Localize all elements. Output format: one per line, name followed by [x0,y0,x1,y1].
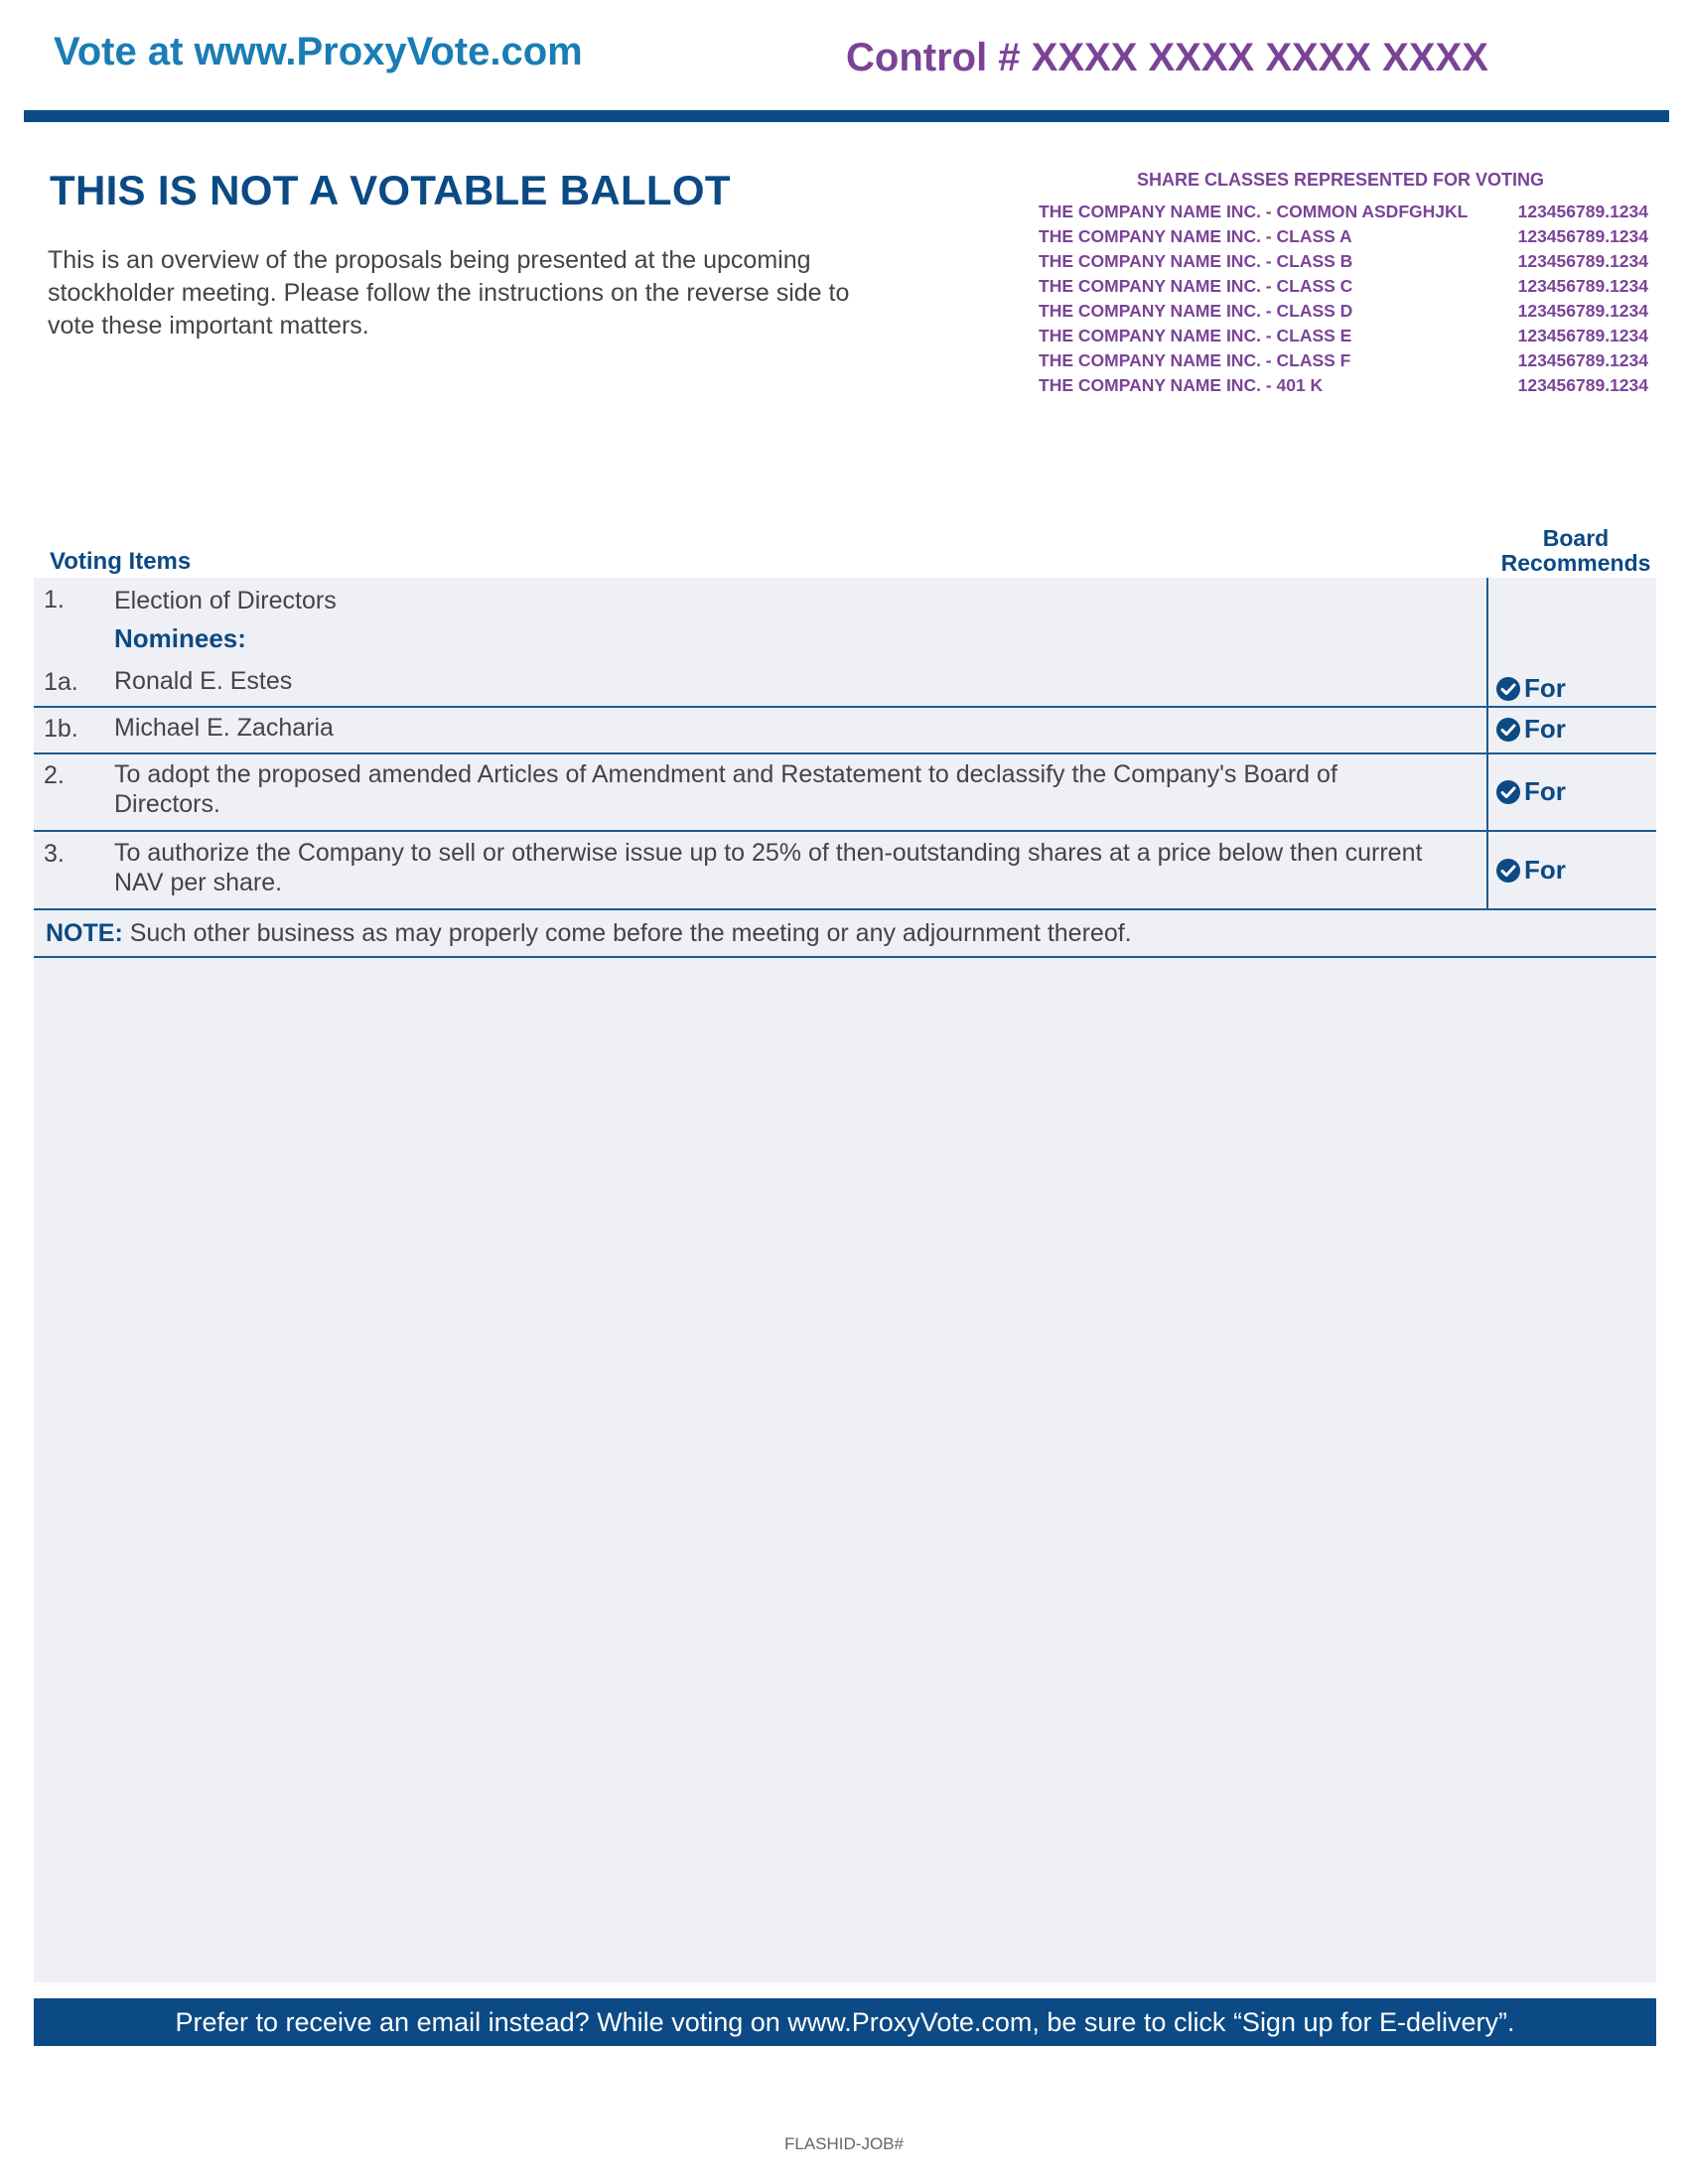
recommendation-label: For [1524,776,1566,806]
note [46,919,1132,948]
share-value: 123456789.1234 [1517,350,1648,370]
note-label: NOTE: [46,919,123,947]
control-number: Control # XXXX XXXX XXXX XXXX [846,36,1488,79]
check-circle-icon [1495,858,1521,884]
share-row [1039,350,1648,375]
recommendation-divider [1486,578,1488,909]
share-value: 123456789.1234 [1517,202,1648,221]
item-text: To adopt the proposed amended Articles of Amendment and Restatement to declassify the Company's Board of Directors. [114,760,1337,818]
recommendation-label: For [1524,855,1566,885]
recommendation-label: For [1524,714,1566,744]
share-name: THE COMPANY NAME INC. - CLASS D [1039,301,1353,321]
item-text: Ronald E. Estes [114,667,293,695]
item-number: 1b. [44,715,78,743]
share-name: THE COMPANY NAME INC. - CLASS E [1039,326,1352,345]
flash-id: FLASHID-JOB# [784,2134,904,2153]
share-value: 123456789.1234 [1517,301,1648,321]
item-number: 2. [44,761,65,789]
item-text: To authorize the Company to sell or otherwise issue up to 25% of then-outstanding shares at a price below then current NAV per share. [114,839,1423,896]
recommendation [1495,714,1566,745]
item-number: 1a. [44,668,78,696]
share-classes-title: SHARE CLASSES REPRESENTED FOR VOTING [1136,170,1545,190]
edelivery-banner: Prefer to receive an email instead? While voting on www.ProxyVote.com, be sure to click “Sign up for E-delivery”. [34,1998,1656,2046]
share-row [1039,226,1648,251]
share-row [1039,375,1648,400]
row-divider [34,752,1656,754]
recommendation [1495,673,1566,704]
check-circle-icon [1495,676,1521,702]
item-text: Election of Directors [114,587,337,614]
share-row [1039,251,1648,276]
share-row [1039,202,1648,226]
voting-items-header: Voting Items [50,548,192,575]
nominees-label: Nominees: [114,623,246,653]
share-row [1039,301,1648,326]
item-number: 3. [44,840,65,868]
row-divider [34,830,1656,832]
share-value: 123456789.1234 [1517,326,1648,345]
header-rule [24,110,1669,122]
board-recommends-header: Board Recommends [1500,525,1651,576]
row-divider [34,956,1656,958]
note-text: Such other business as may properly come before the meeting or any adjournment thereof. [122,919,1132,947]
share-name: THE COMPANY NAME INC. - 401 K [1039,375,1324,395]
share-name: THE COMPANY NAME INC. - CLASS B [1039,251,1353,271]
page-title: THIS IS NOT A VOTABLE BALLOT [50,167,731,213]
share-row [1039,276,1648,301]
check-circle-icon [1495,717,1521,743]
intro-text: This is an overview of the proposals being presented at the upcoming stockholder meeting. Please follow the instructions on the reverse side to vote these important matters. [48,246,850,340]
share-value: 123456789.1234 [1517,375,1648,395]
share-classes-table [1039,202,1648,400]
recommendation [1495,776,1566,807]
share-name: THE COMPANY NAME INC. - CLASS C [1039,276,1353,296]
share-value: 123456789.1234 [1517,251,1648,271]
share-name: THE COMPANY NAME INC. - CLASS A [1039,226,1352,246]
share-name: THE COMPANY NAME INC. - CLASS F [1039,350,1351,370]
item-text: Michael E. Zacharia [114,714,334,742]
check-circle-icon [1495,779,1521,805]
share-name: THE COMPANY NAME INC. - COMMON ASDFGHJKL [1039,202,1469,221]
vote-at-link[interactable]: Vote at www.ProxyVote.com [54,30,583,73]
row-divider [34,706,1656,708]
recommendation-label: For [1524,673,1566,703]
share-value: 123456789.1234 [1517,226,1648,246]
row-divider [34,908,1656,910]
share-row [1039,326,1648,350]
item-number: 1. [44,586,65,614]
recommendation [1495,855,1566,886]
share-value: 123456789.1234 [1517,276,1648,296]
